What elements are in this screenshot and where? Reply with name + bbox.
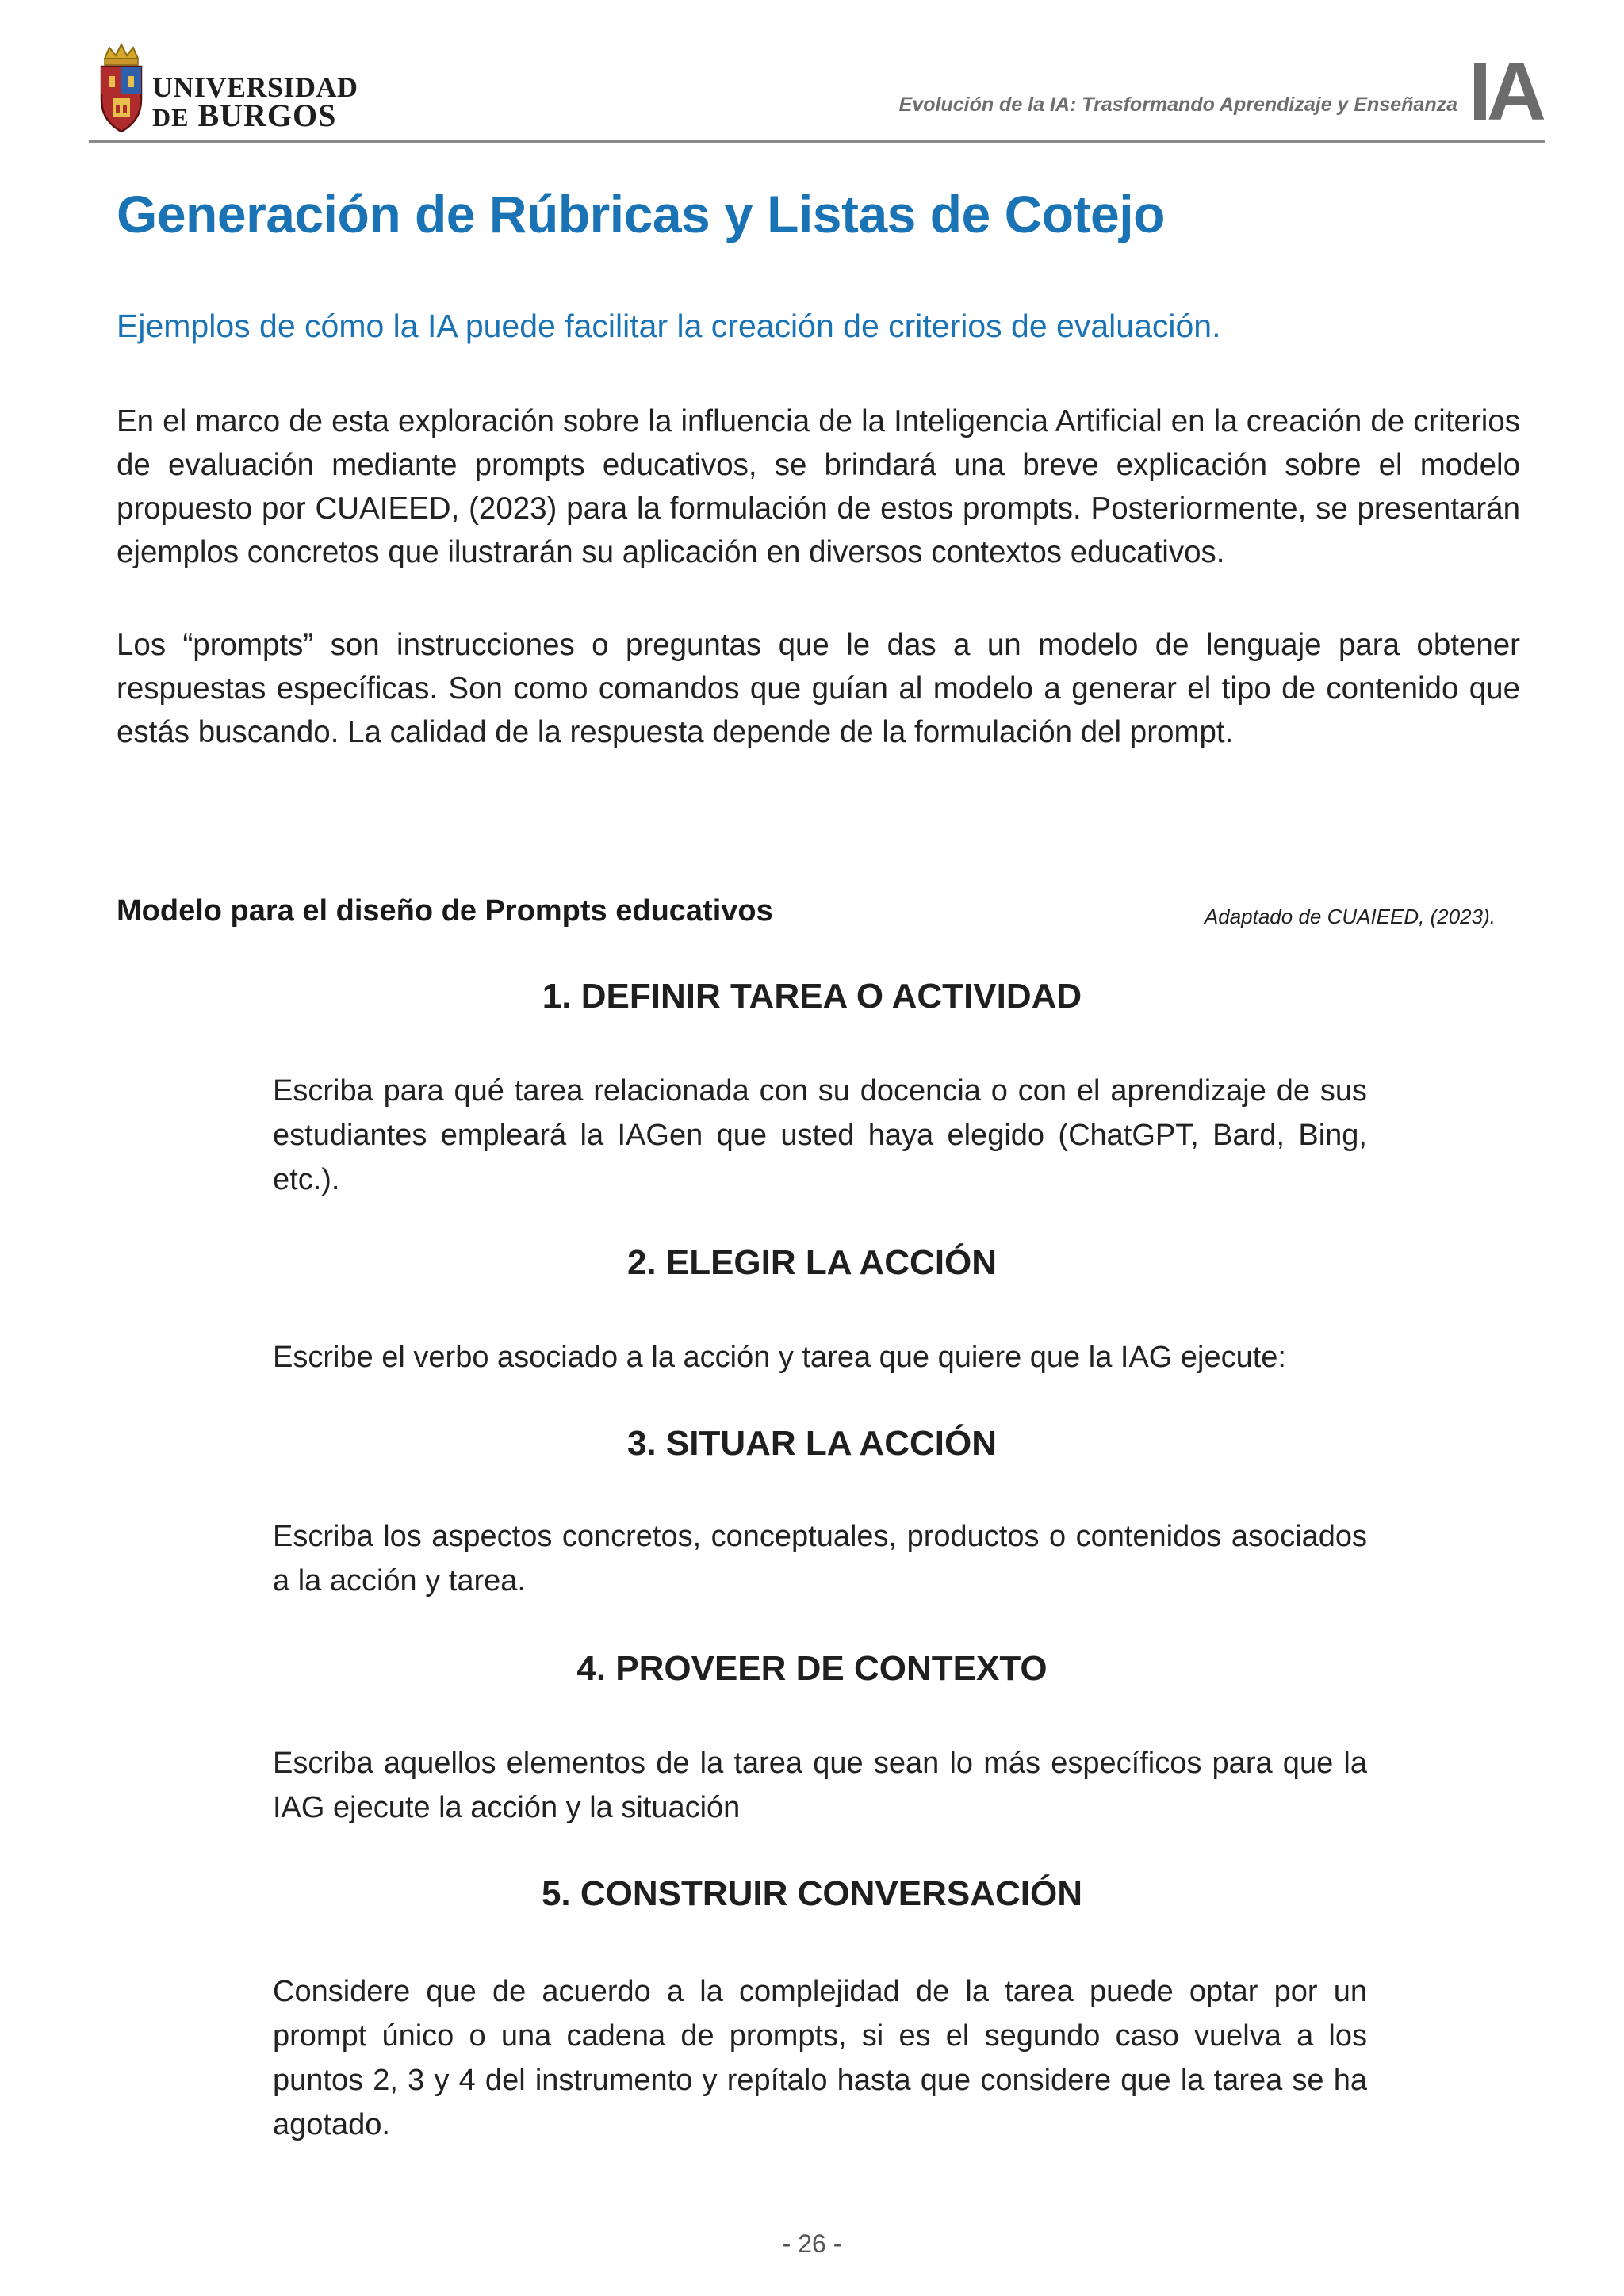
university-name-line2 bbox=[152, 98, 358, 133]
step-4-text: Escriba aquellos elementos de la tarea que sean lo más específicos para que la IAG ejecute la acción y la situación bbox=[273, 1747, 1367, 1824]
step-1-text: Escriba para qué tarea relacionada con su docencia o con el aprendizaje de sus estudiantes empleará la IAGen que usted haya elegido (ChatGPT, Bard, Bing, etc.). bbox=[273, 1074, 1367, 1196]
page-subtitle: Ejemplos de cómo la IA puede facilitar la creación de criterios de evaluación. bbox=[117, 308, 1221, 344]
step-5-text: Considere que de acuerdo a la complejidad de la tarea puede optar por un prompt único o una cadena de prompts, si es el segundo caso vuelva a los puntos 2, 3 y 4 del instrumento y repítalo hasta que considere que la tarea se ha agotado. bbox=[273, 1975, 1367, 2141]
step-2-title: 2. ELEGIR LA ACCIÓN bbox=[626, 1243, 998, 1282]
step-3-text: Escriba los aspectos concretos, conceptuales, productos o contenidos asociados a la acción y tarea. bbox=[273, 1520, 1367, 1598]
document-header-title: Evolución de la IA: Trasformando Aprendizaje y Enseñanza bbox=[898, 94, 1457, 116]
intro-paragraph: En el marco de esta exploración sobre la influencia de la Inteligencia Artificial en la creación de criterios de evaluación mediante prompts educativos, se brindará una breve explicación sobre el modelo propuesto por CUAIEED, (2023) para la formulación de estos prompts. Posteriormente, se presentarán ejemplos concretos que ilustrarán su aplicación en diversos contextos educativos. bbox=[117, 404, 1520, 569]
step-1-title: 1. DEFINIR TAREA O ACTIVIDAD bbox=[542, 977, 1082, 1016]
model-credit: Adaptado de CUAIEED, (2023). bbox=[1204, 905, 1496, 928]
step-5-title: 5. CONSTRUIR CONVERSACIÓN bbox=[541, 1874, 1083, 1913]
header-divider bbox=[89, 140, 1545, 143]
ia-logo: IA bbox=[1469, 46, 1542, 138]
step-4-title: 4. PROVEER DE CONTEXTO bbox=[576, 1649, 1048, 1688]
page-title: Generación de Rúbricas y Listas de Cotejo bbox=[117, 185, 1165, 243]
step-3-title: 3. SITUAR LA ACCIÓN bbox=[626, 1424, 998, 1463]
university-name bbox=[152, 73, 358, 132]
university-crest-icon bbox=[94, 41, 149, 136]
university-name-line1: UNIVERSIDAD bbox=[152, 71, 358, 103]
page-header bbox=[89, 38, 1545, 143]
step-2-text: Escribe el verbo asociado a la acción y tarea que quiere que la IAG ejecute: bbox=[273, 1341, 1286, 1374]
prompts-definition-paragraph: Los “prompts” son instrucciones o preguntas que le das a un modelo de lenguaje para obtener respuestas específicas. Son como comandos que guían al modelo a generar el tipo de contenido que estás buscando. La calidad de la respuesta depende de la formulación del prompt. bbox=[117, 628, 1520, 749]
university-name-main: BURGOS bbox=[197, 98, 337, 133]
model-heading: Modelo para el diseño de Prompts educativos bbox=[117, 894, 773, 928]
page-number: - 26 - bbox=[782, 2229, 842, 2258]
university-name-prefix: DE bbox=[152, 103, 190, 132]
